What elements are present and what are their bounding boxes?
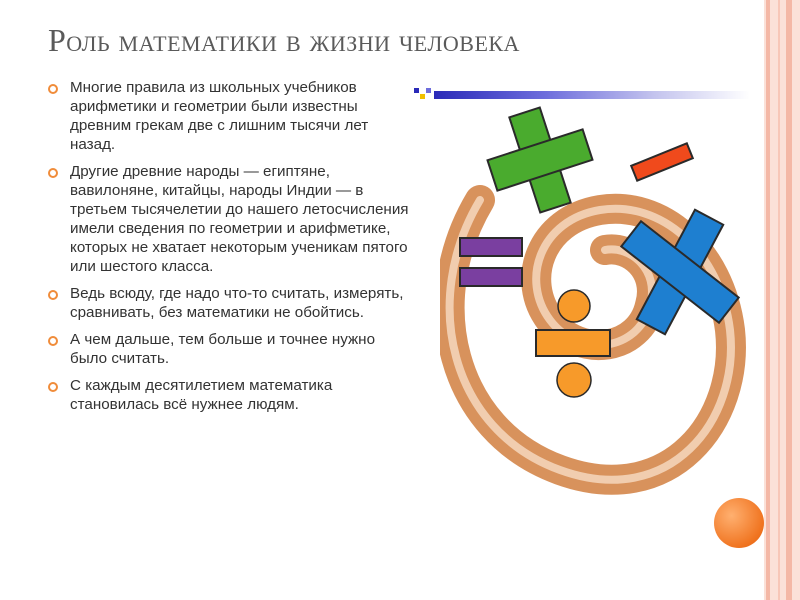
- bullet-item: [44, 376, 416, 414]
- deco-square-icon: [426, 88, 431, 93]
- bullet-item: [44, 162, 416, 276]
- deco-square-icon: [420, 94, 425, 99]
- bullet-text: С каждым десятилетием математика становилась всё нужнее людям.: [70, 377, 333, 413]
- bullet-marker-icon: [48, 382, 58, 392]
- bullet-marker-icon: [48, 84, 58, 94]
- bullet-item: [44, 330, 416, 368]
- bullet-marker-icon: [48, 168, 58, 178]
- bullet-item: [44, 78, 416, 154]
- bullet-marker-icon: [48, 336, 58, 346]
- math-symbols-illustration: [440, 100, 770, 530]
- bullet-list: [44, 78, 416, 422]
- right-stripe: [778, 0, 780, 600]
- bullet-item: [44, 284, 416, 322]
- right-stripe: [786, 0, 792, 600]
- bullet-text: Другие древние народы — египтяне, вавилоняне, китайцы, народы Индии — в третьем тысячелетии до нашего летосчисления имели сведения по геометрии и арифметике, которых не хватает некоторым ученикам пятого или шестого класса.: [70, 163, 409, 275]
- bullet-marker-icon: [48, 290, 58, 300]
- slide-title: Роль математики в жизни человека: [48, 22, 520, 58]
- bullet-text: А чем дальше, тем больше и точнее нужно было считать.: [70, 331, 376, 367]
- decorative-gradient-bar: [414, 88, 750, 100]
- bullet-text: Ведь всюду, где надо что-то считать, измерять, сравнивать, без математики не обойтись.: [70, 285, 404, 321]
- minus-icon: [631, 143, 693, 180]
- bullet-text: Многие правила из школьных учебников арифметики и геометрии были известны древним грекам две с лишним тысячи лет назад.: [70, 79, 369, 153]
- orange-dot-icon: [714, 498, 764, 548]
- deco-square-icon: [414, 88, 419, 93]
- gradient-line: [434, 91, 750, 99]
